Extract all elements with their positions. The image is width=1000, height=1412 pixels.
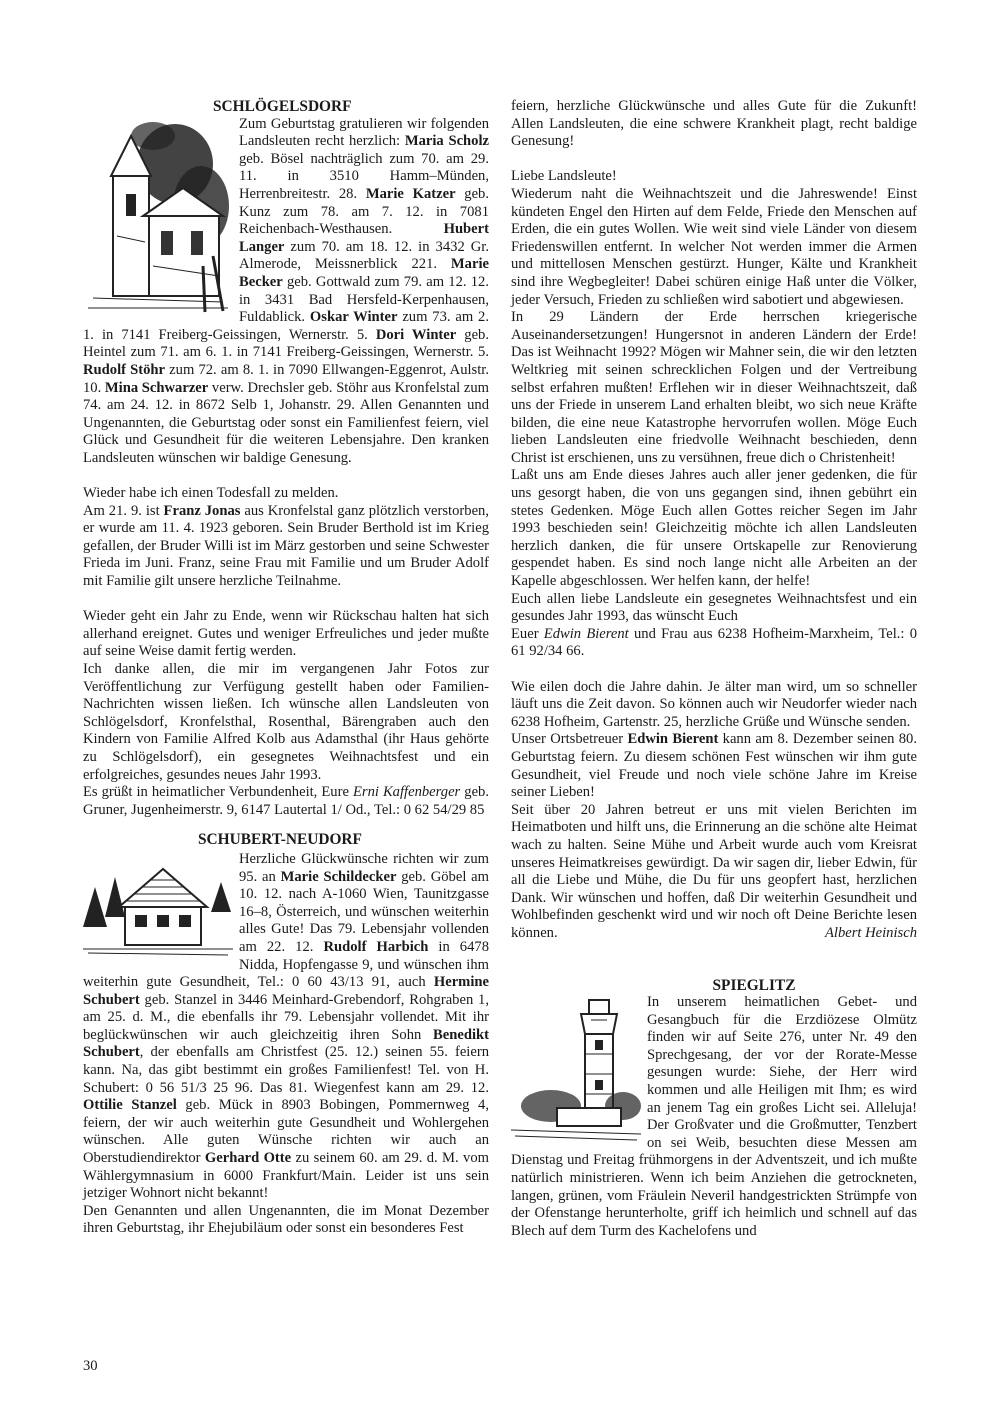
bold-name: Hubert Langer bbox=[239, 221, 489, 255]
tribute-paragraph bbox=[511, 802, 917, 943]
text-run: geb. Stanzel in 3446 Meinhard-Grebendorf, Rohgraben 1, am 25. d. M., die ebenfalls ihr 79. Lebensjahr vollendet. Mit ihr beglückwünschen wir auch gleichzeitig ihren Sohn bbox=[83, 991, 489, 1043]
bold-name: Gerhard Otte bbox=[204, 1150, 292, 1167]
war-reflection: In 29 Ländern der Erde herrschen kriegerische Auseinandersetzungen! Hungersnot in anderen Ländern der Erde! Das ist Weihnacht 1992? Mögen wir Mahner sein, die wir den letzten Weltkrieg mit seinen schrecklichen Folgen und der Vertreibung selbst erfahren mußten! Erflehen wir in dieser Weihnachtszeit, daß uns der Friede in unserem Land erhalten bleibt, wo sich neue Kräfte bilden, die eine neue Katastrophe hervorrufen wollen. Möge Euch lieben Landsleuten eine friedvolle Weihnacht beschieden, denn Christ ist erschienen, uns zu versühnen, freue dich o Christenheit! bbox=[511, 309, 917, 466]
salutation: Liebe Landsleute! bbox=[511, 168, 617, 185]
tribute-text: Seit über 20 Jahren betreut er uns mit vielen Berichten im Heimatboten und hilft uns, die Erinnerung an die schöne alte Heimat wach zu halten. Seine Mühe und Arbeit wurde auch vom Kreisrat unseres Heimatkreises gewürdigt. Da wir sagen dir, lieber Edwin, für all die Liebe und Mühe, die Du für uns geopfert hast, herzlichen Dank. Wir wünschen und hoffen, daß Dir weiterhin Gesundheit und Wohlbefinden geschenkt wird und wir noch oft Deine Berichte lesen können. bbox=[511, 801, 917, 941]
christmas-message: Wiederum naht die Weihnachtszeit und die Jahreswende! Einst kündeten Engel den Hirten auf dem Felde, Friede den Menschen auf Erden, die ein gutes Wollen. Wie weit sind viele Länder von diesem Friedenswillen entfernt. In welcher Not werden immer die Armen und mittellosen Menschen gestürzt. Hunger, Kälte und Krankheit sind ihre Wegbegleiter! Dabei schüren einige Haß unter die Völker, jeder Versuch, Frieden zu schließen wird sabotiert und abgewiesen. bbox=[511, 185, 917, 308]
text-run: geb. Heintel zum 71. am 6. 1. in 7141 Freiberg-Geissingen, Wernerstr. 5. bbox=[83, 326, 489, 361]
text-run: Am 21. 9. ist bbox=[83, 502, 164, 519]
right-column bbox=[511, 98, 917, 1240]
bold-name: Benedikt Schubert bbox=[83, 1026, 489, 1061]
birthday-edwin-bierent bbox=[511, 731, 917, 801]
text-run: Es grüßt in heimatlicher Verbundenheit, Eure bbox=[83, 784, 353, 801]
text-run: kann am 8. Dezember seinen 80. Geburtstag feiern. Zu diesem schönen Fest wünschen wir ihm gute Gesundheit, viel Freude und noch viele schöne Jahre im Kreise seiner Lieben! bbox=[511, 731, 917, 801]
bold-name: Marie Katzer bbox=[365, 185, 456, 202]
wishes-paragraph: Euch allen liebe Landsleute ein gesegnetes Weihnachtsfest und ein gesundes Jahr 1993, das wünscht Euch bbox=[511, 590, 917, 625]
death-notice-intro: Wieder habe ich einen Todesfall zu melden. bbox=[83, 485, 339, 502]
section-heading-schubert-neudorf: SCHUBERT-NEUDORF bbox=[198, 831, 362, 849]
spieglitz-paragraph: In unserem heimatlichen Gebet- und Gesangbuch für die Erzdiözese Olmütz finden wir auf Seite 276, unter Nr. 49 den Sprechgesang, der vor der Rorate-Messe gesungen wurde: Siehe, der Herr wird kommen und alle Heiligen mit Ihm; es wird an jenem Tag ein großes Licht sei. Alleluja! Der Großvater und die Großmutter, Tenzbert on sei Weib, besuchten diese Messen am Dienstag und Freitag frühmorgens in der Adventszeit, und ich mußte natürlich ministrieren. Wenn ich beim Anziehen die getrockneten, langen, grünen, vom Fräulein Neveril handgestrickten Strümpfe von der Ofenstange herunterholte, griff ich heimlich und schnell auf das Blech auf dem Turm des Kachelofens und bbox=[511, 994, 917, 1239]
text-run: zum 72. am 8. 1. in 7090 Ellwangen-Eggenrot, Aulstr. 10. bbox=[83, 361, 489, 396]
bold-name: Dori Winter bbox=[375, 326, 457, 343]
text-run: geb. Göbel am 10. 12. nach A-1060 Wien, Taunitzgasse 16–8, Österreich, und wünschen weiterhin alles Gute! Das 79. Lebensjahr vollenden am 22. 12. bbox=[239, 868, 489, 955]
bold-name: Oskar Winter bbox=[309, 309, 398, 326]
bold-name: Rudolf Stöhr bbox=[83, 361, 166, 378]
bold-name: Edwin Bierent bbox=[627, 731, 719, 748]
farmhouse-illustration bbox=[83, 857, 233, 963]
continued-greetings: feiern, herzliche Glückwünsche und alles Gute für die Zukunft! Allen Landsleuten, die eine schwere Krankheit plagt, recht baldige Genesung! bbox=[511, 98, 917, 150]
section-heading-schloegelsdorf: SCHLÖGELSDORF bbox=[213, 98, 352, 115]
bold-name: Ottilie Stanzel bbox=[83, 1097, 177, 1114]
text-run: geb. Gottwald zum 79. am 12. 12. in 3431 Bad Hersfeld-Kerpenhausen, Fuldablick. bbox=[239, 273, 489, 326]
year-end-reflection: Wieder geht ein Jahr zu Ende, wenn wir Rückschau halten hat sich allerhand ereignet. Gutes und weniger Erfreuliches und jeder mußte auf seine Weise damit fertig werden. bbox=[83, 608, 489, 660]
text-run: , der ebenfalls am Christfest (25. 12.) seinen 55. feiern kann. Na, das gibt bestimmt ein großes Familienfest! Tel. von H. Schubert: 0 56 51/3 25 96. Das 81. Wiegenfest kann am 29. 12. bbox=[83, 1044, 489, 1096]
neudorf-intro: Wie eilen doch die Jahre dahin. Je älter man wird, um so schneller läuft uns die Zeit davon. So können auch wir Neudorfer wieder nach 6238 Hofheim, Gartenstr. 25, herzliche Grüße und Wünsche senden. bbox=[511, 678, 917, 730]
text-run: aus Kronfelstal ganz plötzlich verstorben, er wurde am 11. 4. 1923 geboren. Sein Bruder Berthold ist im Krieg gefallen, der Bruder Willi ist im März gestorben und seine Schwester Frieda im Juni. Franz, seine Frau mit Familie und um Bruder Adolf mit Familie gilt unsere herzliche Teilnahme. bbox=[83, 502, 489, 590]
remembrance-paragraph: Laßt uns am Ende dieses Jahres auch aller jener gedenken, die für uns gesorgt haben, die von uns gegangen sind, ihnen gebührt ein stetes Gedenken. Möge Euch allen Gottes reicher Segen im Jahr 1993 beschieden sein! Gleichzeitig möchte ich allen Landsleuten herzlich danken, die für unsere Ortskapelle zur Renovierung gespendet haben. Es sind noch lange nicht alle Arbeiten an der Kapelle abgeschlossen. Wer helfen kann, der helfe! bbox=[511, 467, 917, 590]
bold-name: Marie Schildecker bbox=[280, 868, 397, 885]
bold-name: Hermine Schubert bbox=[83, 974, 489, 1008]
signature-edwin-bierent bbox=[511, 626, 917, 661]
church-illustration bbox=[83, 116, 233, 320]
text-run: Unser Ortsbetreuer bbox=[511, 731, 628, 748]
death-notice-franz-jonas bbox=[83, 503, 489, 591]
italic-name: Erni Kaffenberger bbox=[352, 784, 461, 801]
signature-erni-kaffenberger bbox=[83, 784, 489, 819]
bold-name: Rudolf Harbich bbox=[323, 938, 429, 955]
bold-name: Franz Jonas bbox=[163, 502, 241, 519]
text-run: verw. Drechsler geb. Stöhr aus Kronfelstal zum 74. am 24. 12. in 8672 Selb 1, Johanstr. 29. Allen Genannten und Ungenannten, die Geburtstag oder sonst ein Familienfest feiern, viel Glück und Gesundheit für die weiteren Lebensjahre. Den kranken Landsleuten wünschen wir baldige Genesung. bbox=[83, 379, 489, 466]
text-run: geb. Kunz zum 78. am 7. 12. in 7081 Reichenbach-Westhausen. bbox=[239, 185, 489, 238]
text-run: geb. Mück in 8903 Bobingen, Pommernweg 4, feiern, der wir auch weiterhin gute Gesundheit und Wohlergehen wünschen. Alle guten Wünsche richten wir auch an Oberstudiendirektor bbox=[83, 1097, 489, 1167]
thanks-paragraph: Ich danke allen, die mir im vergangenen Jahr Fotos zur Veröffentlichung zur Verfügung gestellt haben oder Familien-Nachrichten wissen ließen. Ich wünsche allen Landsleuten von Schlögelsdorf, Kronfelsthal, Rosenthal, Bärengraben auch den Kindern von Familie Alfred Kolb aus Adamsthal (ihr Haus gehörte zu Schlögelsdorf), ein gesegnetes Weihnachtsfest und ein erfolgreiches, gesundes neues Jahr 1993. bbox=[83, 661, 489, 783]
text-run: Zum Geburtstag gratulieren wir folgenden Landsleuten recht herzlich: bbox=[239, 115, 489, 150]
closing-greetings-left: Den Genannten und allen Ungenannten, die im Monat Dezember ihren Geburtstag, ihr Ehejubiläum oder sonst ein besonderes Fest bbox=[83, 1202, 489, 1237]
bold-name: Maria Scholz bbox=[404, 133, 490, 150]
text-run: und Frau aus 6238 Hofheim-Marxheim, Tel.: 0 61 92/34 66. bbox=[511, 625, 918, 660]
text-run: Euer bbox=[511, 625, 544, 642]
text-run: geb. Bösel nachträglich zum 70. am 29. 11. in 3510 Hamm–Münden, Herrenbreitestr. 28. bbox=[239, 150, 489, 202]
text-run: zu seinem 60. am 29. d. M. vom Wählergymnasium in 6000 Frankfurt/Main. Leider ist uns sein jetziger Wohnort nicht bekannt! bbox=[83, 1150, 489, 1202]
section-heading-spieglitz: SPIEGLITZ bbox=[712, 976, 796, 994]
bold-name: Mina Schwarzer bbox=[104, 379, 209, 396]
bold-name: Marie Becker bbox=[239, 256, 489, 290]
text-run: in 6478 Nidda, Hopfengasse 9, und wünschen ihm weiterhin gute Gesundheit, Tel.: 0 60 43/13 91, auch bbox=[83, 938, 489, 991]
italic-name: Edwin Bierent bbox=[543, 625, 629, 642]
text-run: zum 70. am 18. 12. in 3432 Gr. Almerode, Meissnerblick 221. bbox=[239, 238, 489, 273]
tower-illustration bbox=[511, 994, 643, 1146]
text-run: geb. Gruner, Jugenheimerstr. 9, 6147 Lautertal 1/ Od., Tel.: 0 62 54/29 85 bbox=[83, 784, 489, 818]
page-number: 30 bbox=[83, 1358, 98, 1374]
left-column bbox=[83, 98, 489, 1238]
signature-albert-heinisch: Albert Heinisch bbox=[824, 924, 917, 941]
text-run: Herzliche Glückwünsche richten wir zum 95. an bbox=[239, 850, 489, 885]
text-run: zum 73. am 2. 1. in 7141 Freiberg-Geissingen, Wernerstr. 5. bbox=[83, 309, 489, 343]
